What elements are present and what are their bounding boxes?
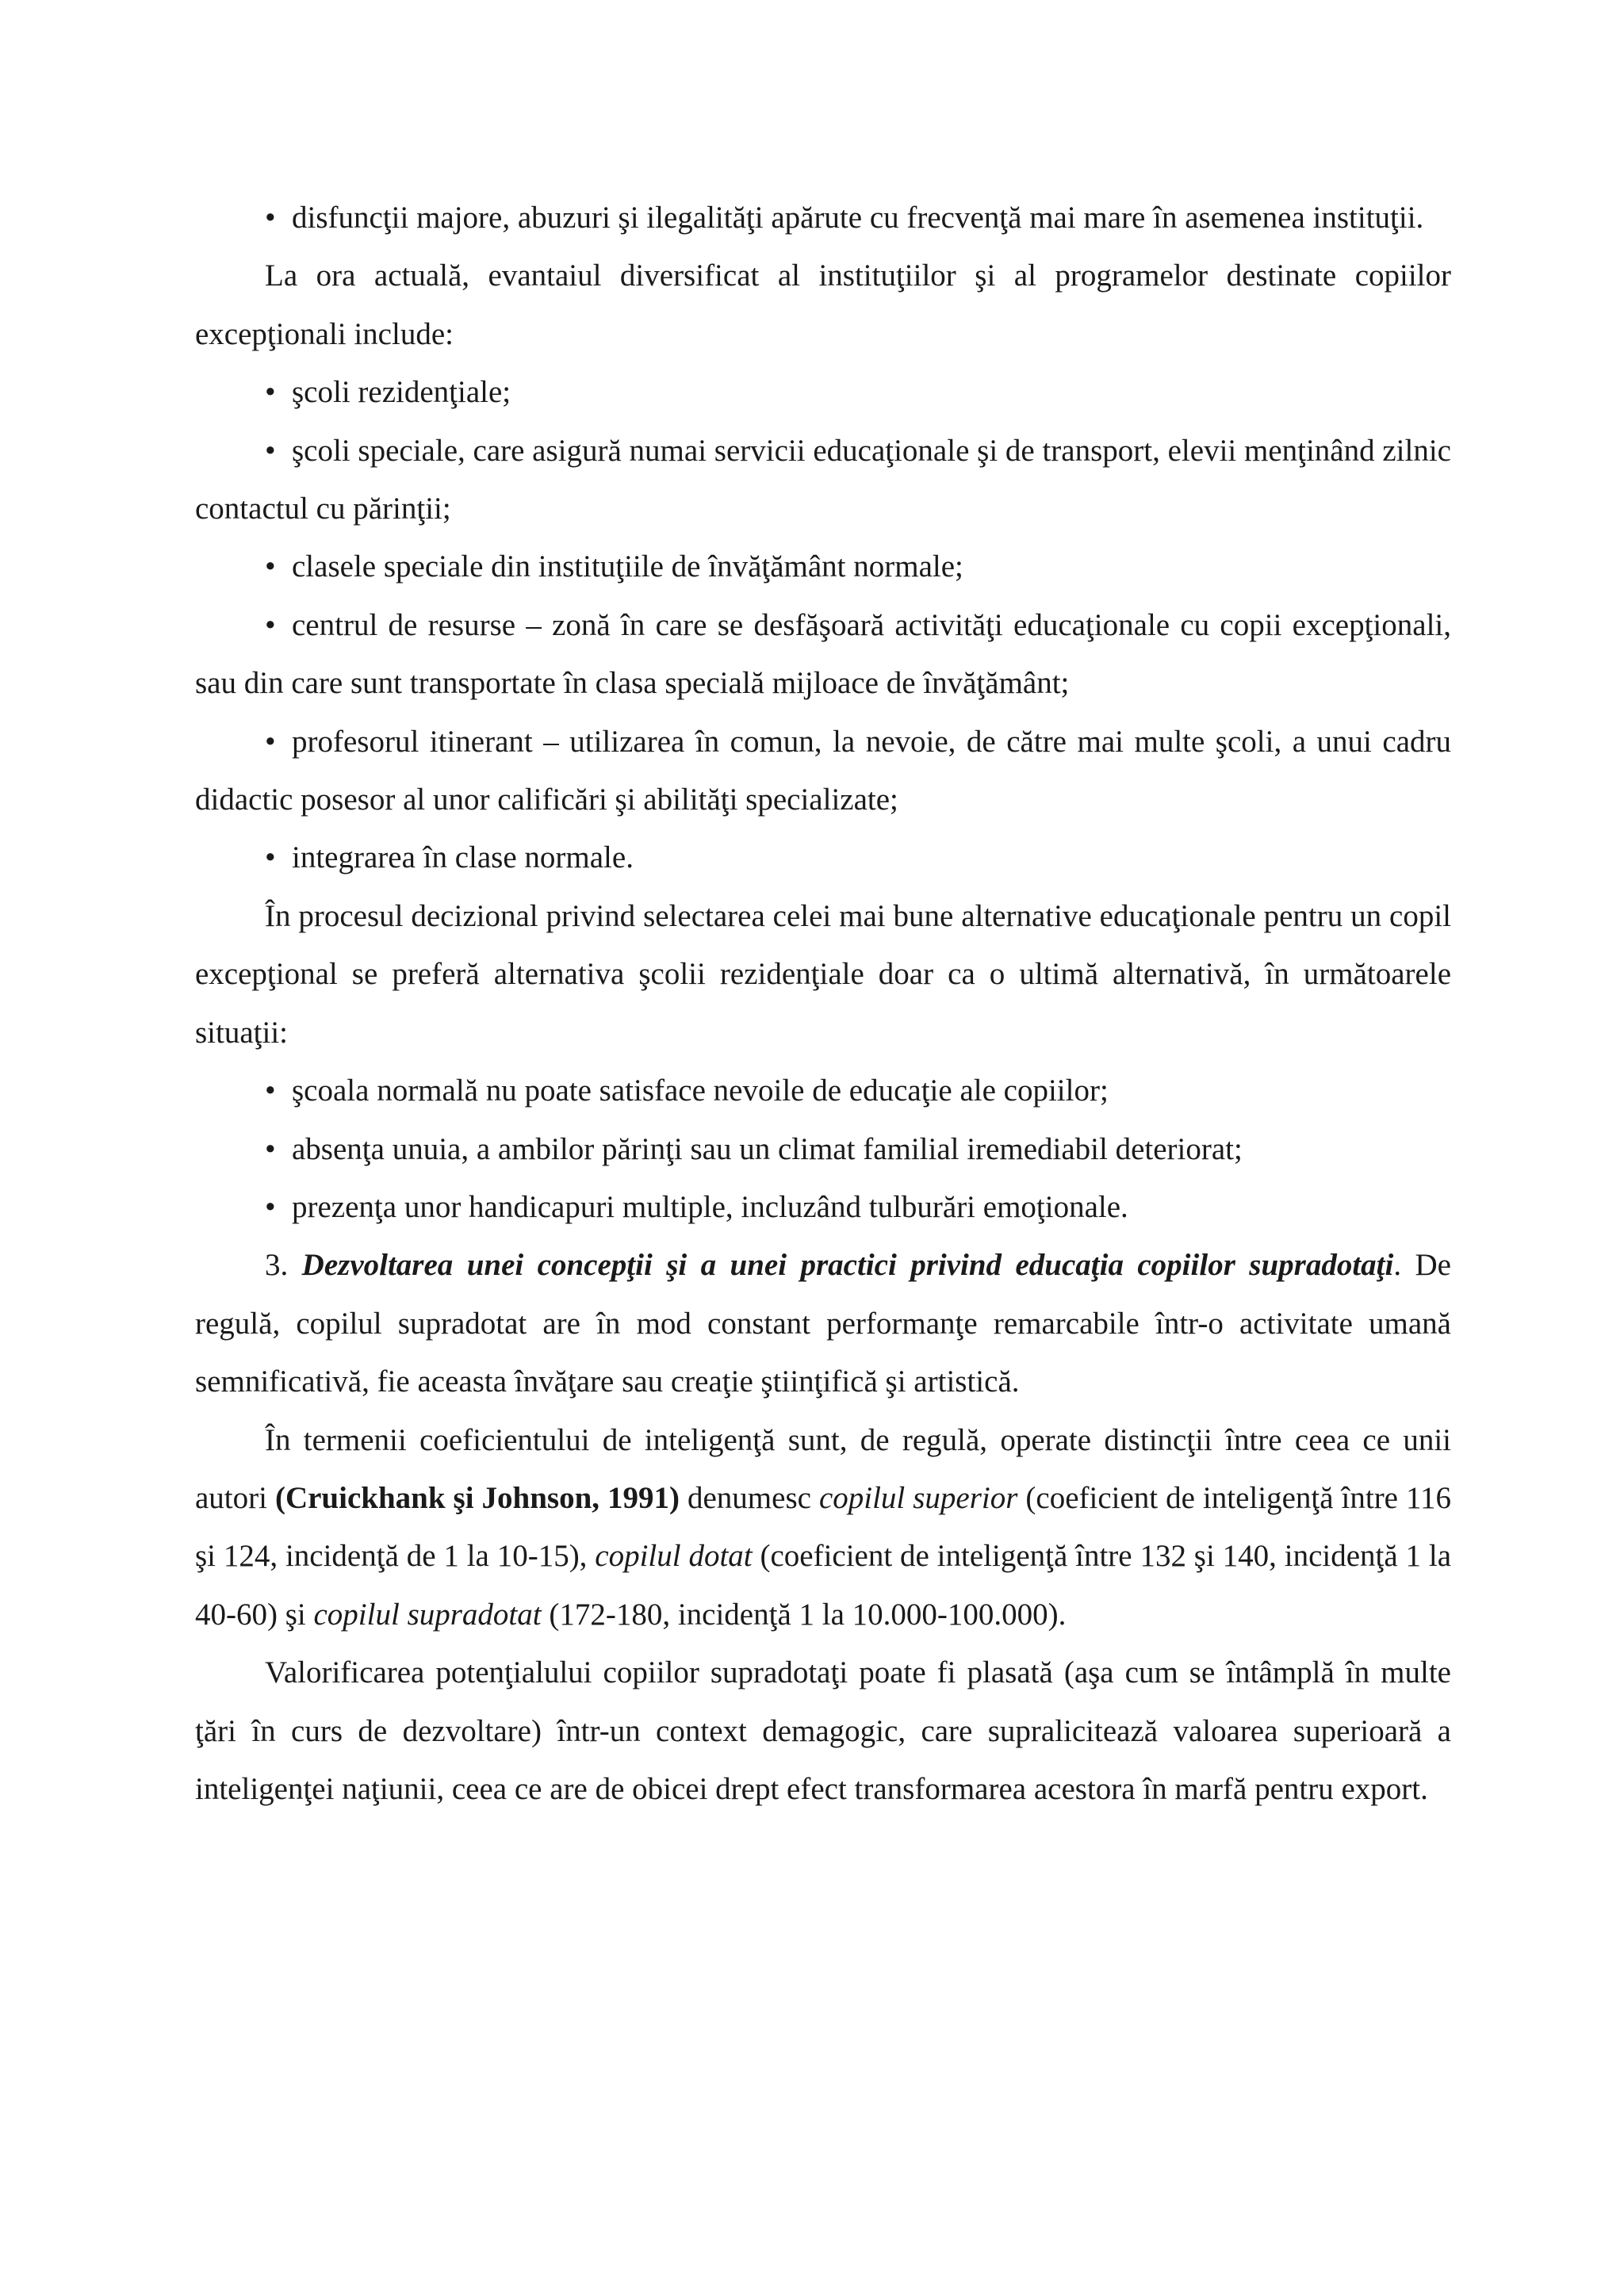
section-paragraph — [195, 1236, 1451, 1410]
bullet-icon: • — [265, 433, 276, 468]
bullet-text: centrul de resurse – zonă în care se desfăşoară activităţi educaţionale cu copii excepţionali, sau din care sunt transportate în clasa specială mijloace de învăţământ; — [195, 607, 1451, 701]
paragraph-text: (172-180, incidenţă 1 la 10.000-100.000). — [549, 1597, 1067, 1632]
paragraph-text: . De regulă, copilul supradotat are în mod constant performanţe remarcabile într-o activitate umană semnificativă, fie aceasta învăţare sau creaţie ştiinţifică şi artistică. — [195, 1248, 1451, 1399]
bullet-item — [195, 828, 1451, 886]
paragraph — [195, 247, 1451, 363]
bullet-text: absenţa unuia, a ambilor părinţi sau un climat familial iremediabil deteriorat; — [292, 1131, 1243, 1166]
bullet-icon: • — [265, 840, 276, 875]
bullet-text: şcoala normală nu poate satisface nevoile de educaţie ale copiilor; — [292, 1073, 1109, 1108]
bullet-item — [195, 1062, 1451, 1119]
bullet-icon: • — [265, 1073, 276, 1108]
paragraph-text: În termenii coeficientului de inteligenţă sunt, de regulă, operate distincţii între ceea ce unii autori — [195, 1422, 1451, 1515]
bullet-item — [195, 713, 1451, 829]
bullet-icon: • — [265, 724, 276, 759]
paragraph-text: (coeficient de inteligenţă între 132 şi 140, incidenţă 1 la 40-60) şi — [195, 1539, 1451, 1632]
paragraph-text: (coeficient de inteligenţă între 116 şi 124, incidenţă de 1 la 10-15), — [195, 1480, 1452, 1574]
bullet-icon: • — [265, 607, 276, 642]
bullet-icon: • — [265, 1131, 276, 1166]
bullet-text: prezenţa unor handicapuri multiple, incluzând tulburări emoţionale. — [292, 1189, 1128, 1224]
bullet-text: clasele speciale din instituţiile de învăţământ normale; — [292, 549, 963, 584]
paragraph — [195, 1644, 1451, 1818]
section-number: 3. — [265, 1248, 289, 1283]
term: copilul superior — [818, 1480, 1018, 1515]
bullet-item — [195, 422, 1451, 538]
bullet-icon: • — [265, 375, 276, 410]
paragraph-text: denumesc — [687, 1480, 811, 1515]
bullet-item — [195, 538, 1451, 595]
bullet-item — [195, 1178, 1451, 1236]
paragraph-text: În procesul decizional privind selectarea celei mai bune alternative educaţionale pentru un copil excepţional se preferă alternativa şcolii rezidenţiale doar ca o ultimă alternativă, în următoarele situaţii: — [195, 898, 1451, 1050]
bullet-item — [195, 596, 1451, 713]
bullet-icon: • — [265, 201, 276, 235]
citation: (Cruickhank şi Johnson, 1991) — [274, 1480, 680, 1515]
bullet-icon: • — [265, 1189, 276, 1224]
bullet-item — [195, 189, 1451, 247]
bullet-text: disfuncţii majore, abuzuri şi ilegalităţi apărute cu frecvenţă mai mare în asemenea instituţii. — [292, 201, 1424, 235]
section-title: Dezvoltarea unei concepţii şi a unei practici privind educaţia copiilor supradotaţi — [301, 1248, 1394, 1283]
paragraph-text: La ora actuală, evantaiul diversificat al instituţiilor şi al programelor destinate copiilor excepţionali include: — [195, 258, 1451, 351]
bullet-icon: • — [265, 549, 276, 584]
bullet-text: şcoli rezidenţiale; — [292, 375, 511, 410]
term: copilul supradotat — [313, 1597, 542, 1632]
bullet-text: integrarea în clase normale. — [292, 840, 634, 875]
bullet-item — [195, 363, 1451, 421]
term: copilul dotat — [595, 1539, 753, 1574]
paragraph — [195, 887, 1451, 1062]
document-page — [195, 189, 1451, 1818]
bullet-text: şcoli speciale, care asigură numai servicii educaţionale şi de transport, elevii menţinând zilnic contactul cu părinţii; — [195, 433, 1451, 526]
paragraph-text: Valorificarea potenţialului copiilor supradotaţi poate fi plasată (aşa cum se întâmplă în multe ţări în curs de dezvoltare) într-un context demagogic, care supralicitează valoarea superioară a inteligenţei naţiunii, ceea ce are de obicei drept efect transformarea acestora în marfă pentru export. — [195, 1655, 1451, 1806]
paragraph — [195, 1411, 1451, 1644]
bullet-item — [195, 1120, 1451, 1178]
bullet-text: profesorul itinerant – utilizarea în comun, la nevoie, de către mai multe şcoli, a unui cadru didactic posesor al unor calificări şi abilităţi specializate; — [195, 724, 1451, 817]
